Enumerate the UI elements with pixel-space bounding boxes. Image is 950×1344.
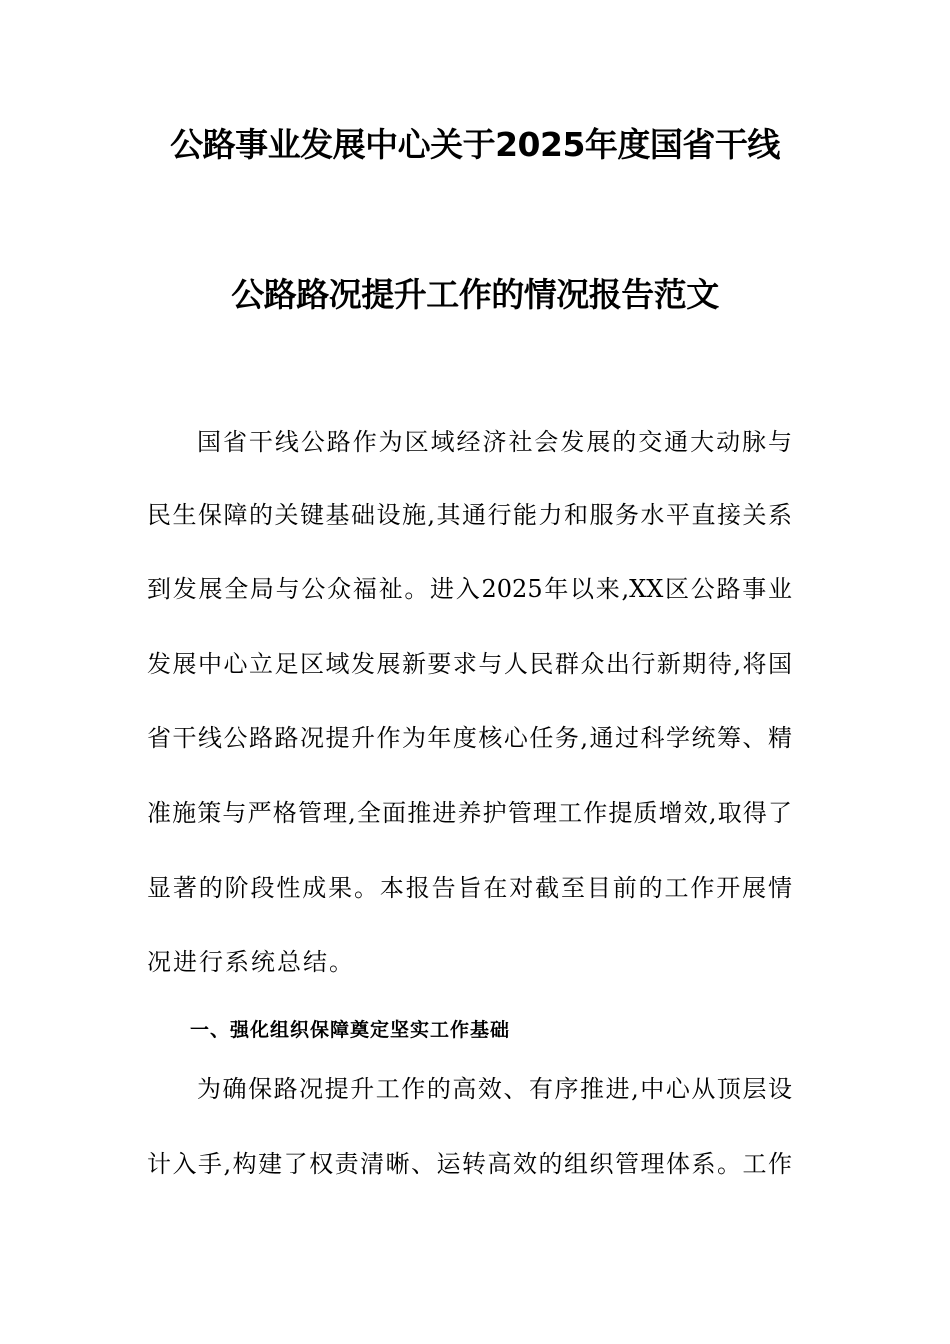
section-heading-1: 一、强化组织保障奠定坚实工作基础 bbox=[190, 1019, 511, 1041]
paragraph-line: 准施策与严格管理,全面推进养护管理工作提质增效,取得了 bbox=[147, 799, 792, 827]
paragraph-line: 显著的阶段性成果。本报告旨在对截至目前的工作开展情 bbox=[147, 874, 792, 902]
document-title-line-1: 公路事业发展中心关于2025年度国省干线 bbox=[170, 125, 780, 164]
document-title-line-2: 公路路况提升工作的情况报告范文 bbox=[231, 275, 719, 314]
paragraph-line: 况进行系统总结。 bbox=[147, 948, 355, 976]
paragraph-line: 计入手,构建了权责清晰、运转高效的组织管理体系。工作 bbox=[147, 1150, 792, 1178]
paragraph-line: 到发展全局与公众福祉。进入2025年以来,XX区公路事业 bbox=[147, 575, 792, 603]
paragraph-line: 国省干线公路作为区域经济社会发展的交通大动脉与 bbox=[197, 428, 792, 456]
paragraph-line: 民生保障的关键基础设施,其通行能力和服务水平直接关系 bbox=[147, 501, 792, 529]
paragraph-line: 发展中心立足区域发展新要求与人民群众出行新期待,将国 bbox=[147, 650, 792, 678]
paragraph-line: 为确保路况提升工作的高效、有序推进,中心从顶层设 bbox=[197, 1075, 792, 1103]
paragraph-line: 省干线公路路况提升作为年度核心任务,通过科学统筹、精 bbox=[147, 724, 792, 752]
